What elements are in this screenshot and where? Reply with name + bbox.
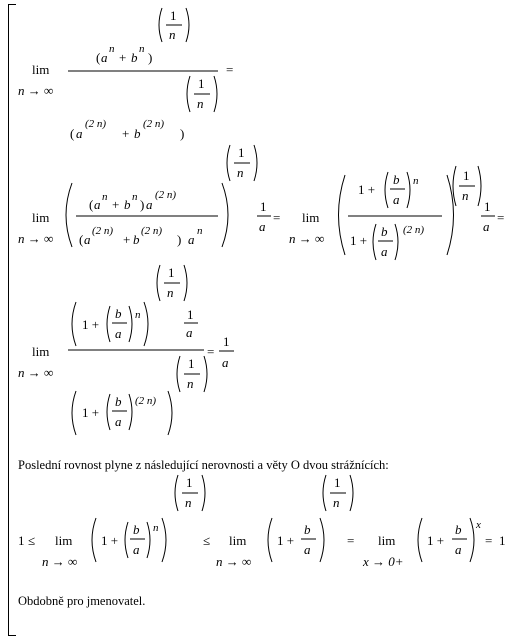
exp-2n: (2 n) bbox=[403, 224, 425, 236]
plus: + bbox=[123, 232, 131, 247]
big-paren bbox=[72, 302, 76, 346]
big-paren bbox=[162, 518, 166, 562]
paren bbox=[175, 475, 178, 511]
lim-6: lim bbox=[229, 533, 247, 548]
var-b: b bbox=[124, 197, 131, 212]
lparen: ( bbox=[96, 50, 101, 65]
limit-sub-6: n → ∞ bbox=[216, 554, 252, 569]
frac-den: a bbox=[483, 219, 490, 234]
plus: + bbox=[112, 197, 120, 212]
exp-x: x bbox=[476, 519, 481, 531]
lim-3: lim bbox=[302, 210, 320, 225]
paren bbox=[478, 166, 481, 206]
equals: = bbox=[226, 62, 234, 77]
one-plus: 1 + bbox=[82, 405, 100, 420]
one-plus: 1 + bbox=[82, 317, 100, 332]
big-paren bbox=[418, 518, 422, 562]
lim-2: lim bbox=[32, 210, 50, 225]
big-paren bbox=[168, 391, 172, 435]
paren bbox=[157, 265, 160, 301]
exp-2n: (2 n) bbox=[135, 395, 157, 407]
limit-sub-7: x → 0+ bbox=[363, 554, 404, 569]
equals: = bbox=[347, 533, 355, 548]
exp-num: 1 bbox=[187, 307, 194, 322]
paren bbox=[187, 76, 190, 112]
var-a: a bbox=[115, 414, 122, 429]
equation-1 bbox=[18, 8, 233, 141]
paren bbox=[395, 224, 398, 260]
var-a: a bbox=[188, 232, 195, 247]
big-paren bbox=[470, 518, 474, 562]
rparen: ) bbox=[177, 232, 182, 247]
exp-n: n bbox=[413, 175, 419, 187]
result-den: a bbox=[222, 355, 229, 370]
lower-bound: 1 bbox=[18, 533, 25, 548]
var-a: a bbox=[84, 232, 91, 247]
exp-den: n bbox=[167, 285, 174, 300]
lparen: ( bbox=[79, 232, 84, 247]
upper-bound: 1 bbox=[499, 533, 506, 548]
paren bbox=[125, 522, 128, 558]
lim-7: lim bbox=[378, 533, 396, 548]
exp-2n: (2 n) bbox=[85, 118, 107, 130]
leq-sign: ≤ bbox=[203, 533, 211, 548]
var-a: a bbox=[101, 50, 108, 65]
one-plus: 1 + bbox=[427, 533, 445, 548]
frac-num: 1 bbox=[484, 199, 491, 214]
paren bbox=[214, 76, 217, 112]
exp-n: n bbox=[197, 225, 203, 237]
exp-num: 1 bbox=[463, 168, 470, 183]
var-b: b bbox=[133, 232, 140, 247]
paren bbox=[107, 306, 110, 342]
var-b: b bbox=[115, 394, 122, 409]
var-b: b bbox=[381, 224, 388, 239]
exp-n: n bbox=[135, 309, 141, 321]
result-num: 1 bbox=[223, 334, 230, 349]
equation-3 bbox=[18, 265, 234, 435]
exp-n: n bbox=[153, 522, 159, 534]
limit-sub-2: n → ∞ bbox=[18, 231, 54, 246]
exp-2n: (2 n) bbox=[141, 225, 163, 237]
var-a: a bbox=[115, 326, 122, 341]
limit-sub-5: n → ∞ bbox=[42, 554, 78, 569]
one-plus: 1 + bbox=[277, 533, 295, 548]
big-paren bbox=[72, 391, 76, 435]
exp-n: n bbox=[102, 191, 108, 203]
exp-num: 1 bbox=[170, 8, 177, 23]
exp-2n: (2 n) bbox=[155, 189, 177, 201]
lim-1: lim bbox=[32, 62, 50, 77]
exp-den: n bbox=[197, 96, 204, 111]
plus: + bbox=[119, 50, 127, 65]
equals: = bbox=[207, 344, 215, 359]
var-b: b bbox=[115, 306, 122, 321]
paren bbox=[159, 8, 162, 42]
one-plus: 1 + bbox=[358, 182, 376, 197]
big-paren bbox=[144, 302, 148, 346]
big-paren bbox=[222, 183, 228, 247]
text-line-1: Poslední rovnost plyne z následující nerovnosti a věty O dvou strážnících: bbox=[18, 458, 389, 472]
var-b: b bbox=[131, 50, 138, 65]
big-paren bbox=[320, 518, 324, 562]
exp-den: n bbox=[333, 495, 340, 510]
exp-den: a bbox=[186, 325, 193, 340]
exp-den: n bbox=[462, 188, 469, 203]
paren bbox=[385, 172, 388, 208]
paren bbox=[204, 356, 207, 392]
var-a: a bbox=[304, 542, 311, 557]
exp-den: n bbox=[237, 165, 244, 180]
var-b: b bbox=[133, 522, 140, 537]
lparen: ( bbox=[70, 126, 75, 141]
big-paren bbox=[66, 183, 72, 247]
paren bbox=[177, 356, 180, 392]
var-a: a bbox=[146, 197, 153, 212]
var-b: b bbox=[455, 522, 462, 537]
lparen: ( bbox=[89, 197, 94, 212]
rparen: ) bbox=[140, 197, 145, 212]
one-plus: 1 + bbox=[101, 533, 119, 548]
one-plus: 1 + bbox=[350, 233, 368, 248]
var-b: b bbox=[304, 522, 311, 537]
exp-2n: (2 n) bbox=[92, 225, 114, 237]
paren bbox=[227, 145, 230, 181]
rparen: ) bbox=[148, 50, 153, 65]
var-a: a bbox=[133, 542, 140, 557]
plus: + bbox=[122, 126, 130, 141]
big-paren bbox=[339, 175, 346, 255]
leq-sign: ≤ bbox=[28, 533, 36, 548]
paren bbox=[147, 522, 150, 558]
paren bbox=[184, 265, 187, 301]
var-a: a bbox=[94, 197, 101, 212]
var-a: a bbox=[455, 542, 462, 557]
exp-den: n bbox=[169, 27, 176, 42]
paren bbox=[186, 8, 189, 42]
equals: = bbox=[497, 210, 505, 225]
exp-num: 1 bbox=[238, 145, 245, 160]
inequality bbox=[18, 475, 506, 569]
paren bbox=[350, 475, 353, 511]
paren bbox=[254, 145, 257, 181]
var-a: a bbox=[76, 126, 83, 141]
exp-2n: (2 n) bbox=[143, 118, 165, 130]
big-paren bbox=[92, 518, 96, 562]
var-a: a bbox=[393, 192, 400, 207]
text-line-2: Obdobně pro jmenovatel. bbox=[18, 594, 146, 608]
exp-num: 1 bbox=[186, 475, 193, 490]
exp-num: 1 bbox=[198, 76, 205, 91]
exp-num: 1 bbox=[334, 475, 341, 490]
exp-n: n bbox=[139, 43, 145, 55]
paren bbox=[453, 166, 456, 206]
equals: = bbox=[485, 533, 493, 548]
exp-n: n bbox=[132, 191, 138, 203]
var-b: b bbox=[393, 172, 400, 187]
paren bbox=[323, 475, 326, 511]
lim-4: lim bbox=[32, 344, 50, 359]
big-paren bbox=[268, 518, 272, 562]
exp-den: n bbox=[185, 495, 192, 510]
var-a: a bbox=[381, 244, 388, 259]
equation-2 bbox=[18, 145, 504, 260]
paren bbox=[407, 172, 410, 208]
limit-sub-4: n → ∞ bbox=[18, 365, 54, 380]
limit-sub-3: n → ∞ bbox=[289, 231, 325, 246]
limit-sub-1: n → ∞ bbox=[18, 83, 54, 98]
paren bbox=[129, 394, 132, 430]
exp-n: n bbox=[109, 43, 115, 55]
paren bbox=[373, 224, 376, 260]
var-b: b bbox=[134, 126, 141, 141]
frac-den: a bbox=[259, 219, 266, 234]
paren bbox=[129, 306, 132, 342]
exp-num: 1 bbox=[168, 265, 175, 280]
lim-5: lim bbox=[55, 533, 73, 548]
paren bbox=[202, 475, 205, 511]
rparen: ) bbox=[180, 126, 185, 141]
equals: = bbox=[273, 210, 281, 225]
exp-num: 1 bbox=[188, 356, 195, 371]
frac-num: 1 bbox=[260, 199, 267, 214]
exp-den: n bbox=[187, 376, 194, 391]
paren bbox=[107, 394, 110, 430]
